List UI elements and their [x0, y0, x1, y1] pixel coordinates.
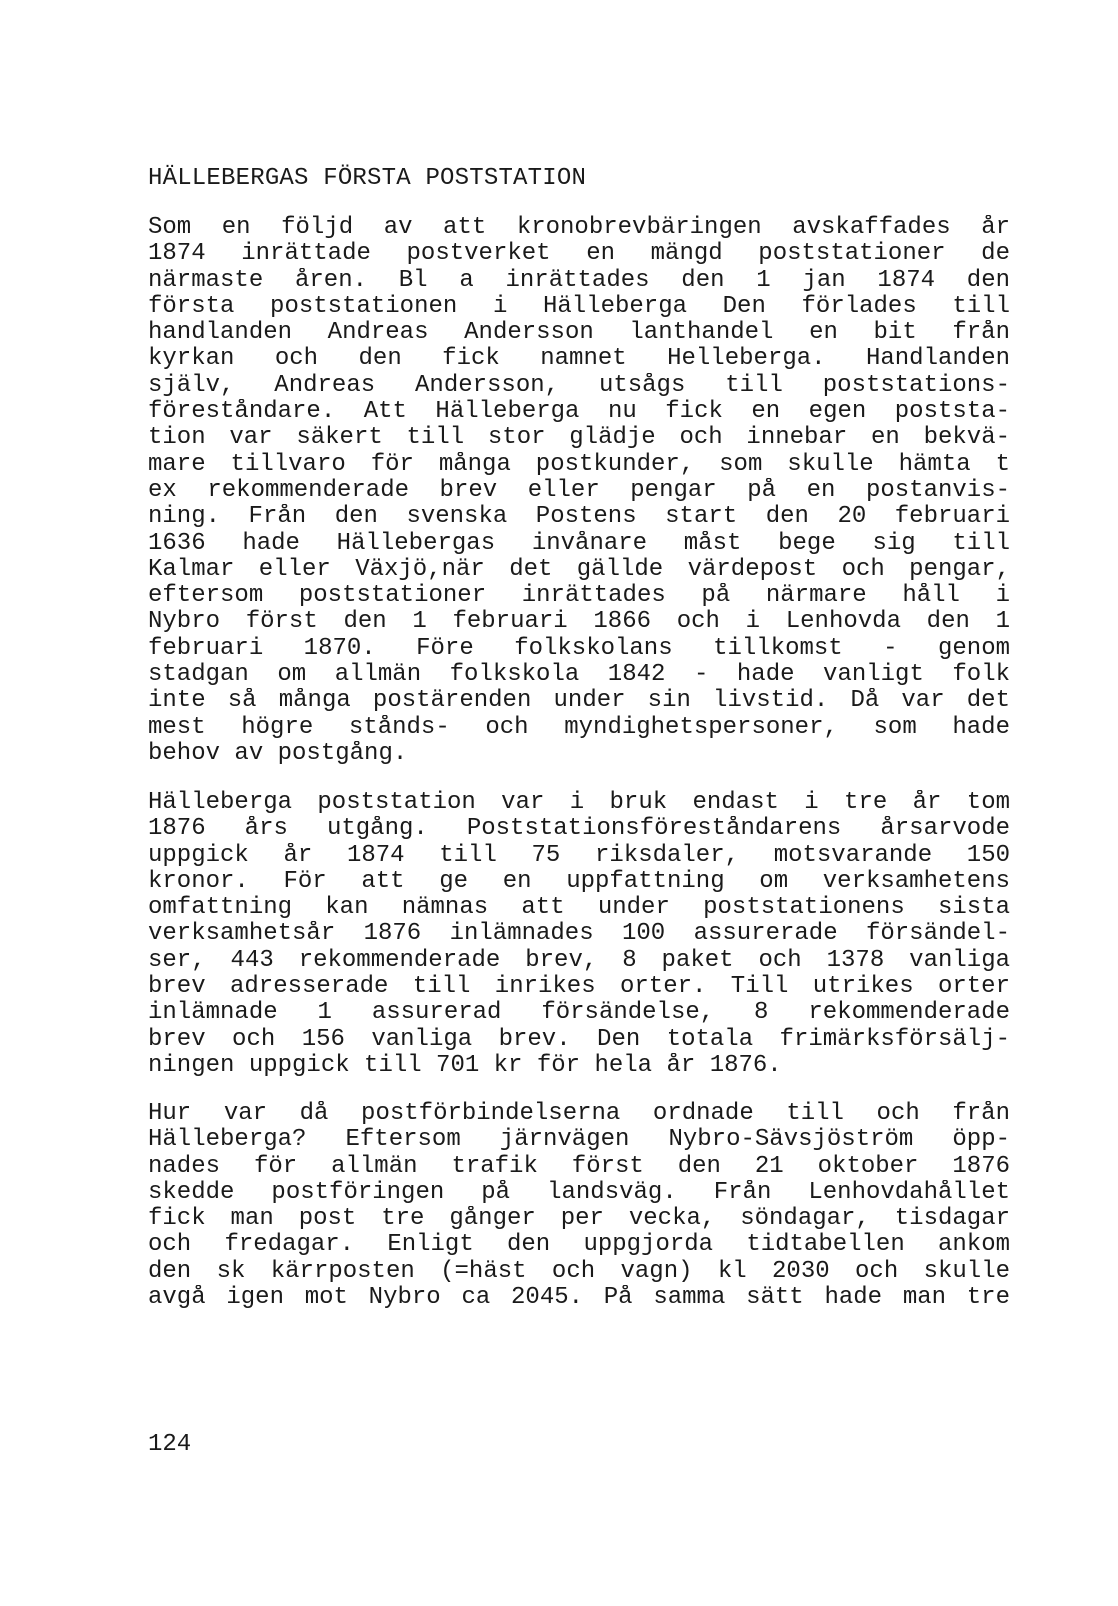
text-line: och fredagar. Enligt den uppgjorda tidtabellen ankom — [148, 1232, 1010, 1259]
text-line: eftersom poststationer inrättades på närmare håll i — [148, 583, 1010, 610]
text-line: uppgick år 1874 till 75 riksdaler, motsvarande 150 — [148, 842, 1010, 869]
text-line: själv, Andreas Andersson, utsågs till poststations- — [148, 372, 1010, 399]
text-line: ex rekommenderade brev eller pengar på en postanvis- — [148, 477, 1010, 504]
text-line: brev adresserade till inrikes orter. Till utrikes orter — [148, 974, 1010, 1001]
text-line: handlanden Andreas Andersson lanthandel en bit från — [148, 320, 1010, 347]
text-line: 1636 hade Hällebergas invånare måst bege sig till — [148, 530, 1010, 557]
text-line: Hälleberga? Eftersom järnvägen Nybro-Sävsjöström öpp- — [148, 1127, 1010, 1154]
text-line: Nybro först den 1 februari 1866 och i Lenhovda den 1 — [148, 609, 1010, 636]
text-line: Som en följd av att kronobrevbäringen avskaffades år — [148, 215, 1010, 241]
text-line: närmaste åren. Bl a inrättades den 1 jan 1874 den — [148, 267, 1010, 294]
text-line: första poststationen i Hälleberga Den förlades till — [148, 293, 1010, 320]
text-line: 1874 inrättade postverket en mängd poststationer de — [148, 241, 1010, 268]
text-line: februari 1870. Före folkskolans tillkomst - genom — [148, 635, 1010, 662]
text-line: brev och 156 vanliga brev. Den totala frimärksförsälj- — [148, 1026, 1010, 1053]
text-line: inte så många postärenden under sin livstid. Då var det — [148, 688, 1010, 715]
text-line: 1876 års utgång. Poststationsföreståndarens årsarvode — [148, 816, 1010, 843]
text-line: Kalmar eller Växjö,när det gällde värdepost och pengar, — [148, 556, 1010, 583]
text-line: inlämnade 1 assurerad försändelse, 8 rekommenderade — [148, 1000, 1010, 1027]
text-line: avgå igen mot Nybro ca 2045. På samma sätt hade man tre — [148, 1285, 1010, 1312]
text-line: föreståndare. Att Hälleberga nu fick en egen poststa- — [148, 399, 1010, 426]
paragraph — [148, 215, 1010, 767]
text-line: fick man post tre gånger per vecka, söndagar, tisdagar — [148, 1206, 1010, 1233]
text-line: ser, 443 rekommenderade brev, 8 paket och 1378 vanliga — [148, 947, 1010, 974]
paragraph — [148, 790, 1010, 1079]
text-line: kyrkan och den fick namnet Helleberga. Handlanden — [148, 346, 1010, 373]
text-line: stadgan om allmän folkskola 1842 - hade vanligt folk — [148, 662, 1010, 689]
text-line: mest högre stånds- och myndighetspersoner, som hade — [148, 714, 1010, 741]
text-line: Hälleberga poststation var i bruk endast i tre år tom — [148, 790, 1010, 816]
text-line: ningen uppgick till 701 kr för hela år 1876. — [148, 1052, 782, 1079]
text-line: den sk kärrposten (=häst och vagn) kl 2030 och skulle — [148, 1258, 1010, 1285]
text-line: nades för allmän trafik först den 21 oktober 1876 — [148, 1153, 1010, 1180]
text-line: tion var säkert till stor glädje och innebar en bekvä- — [148, 425, 1010, 452]
page-number: 124 — [148, 1431, 192, 1458]
text-line: Hur var då postförbindelserna ordnade till och från — [148, 1101, 1010, 1127]
text-line: ning. Från den svenska Postens start den 20 februari — [148, 504, 1010, 531]
text-line: skedde postföringen på landsväg. Från Lenhovdahållet — [148, 1179, 1010, 1206]
text-line: kronor. För att ge en uppfattning om verksamhetens — [148, 868, 1010, 895]
text-line: behov av postgång. — [148, 740, 408, 767]
text-line: verksamhetsår 1876 inlämnades 100 assurerade försändel- — [148, 921, 1010, 948]
text-line: omfattning kan nämnas att under poststationens sista — [148, 895, 1010, 922]
page-title: HÄLLEBERGAS FÖRSTA POSTSTATION — [148, 165, 587, 192]
text-line: mare tillvaro för många postkunder, som skulle hämta t — [148, 451, 1010, 478]
paragraph — [148, 1101, 1010, 1311]
